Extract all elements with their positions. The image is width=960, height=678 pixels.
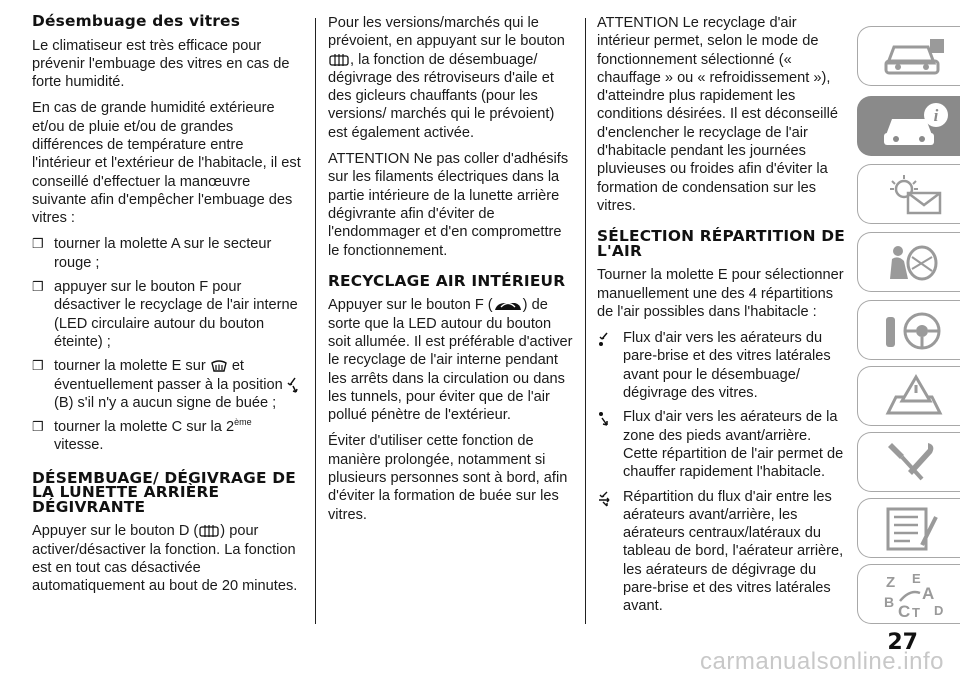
paragraph: Appuyer sur le bouton F ( ) de sorte que la LED autour du bouton soit allumée. Il est préférable d'activer le recyclage de l'air interne pendant les arrêts dans la circulation ou dans les tunnels, pour éviter que de l'air pollué pénètre de l'extérieur. (328, 297, 573, 424)
key-steering-icon (882, 307, 946, 355)
tab-dashboard[interactable] (857, 26, 960, 86)
paragraph: Tourner la molette E pour sélectionner manuellement une des 4 répartitions de l'air possibles dans l'habitacle : (597, 267, 844, 320)
airflow-windshield-feet-icon (287, 377, 299, 393)
paragraph: Le climatiseur est très efficace pour prévenir l'embuage des vitres en cas de forte humidité. (32, 37, 290, 91)
paragraph: ATTENTION Ne pas coller d'adhésifs sur les filaments électriques dans la partie intérieure de la lunette arrière dégivrante afin d'éviter de l'endommager et d'en compromettre le fonctionnement. (328, 151, 569, 259)
tab-safety[interactable] (857, 232, 960, 292)
column-2 (328, 14, 574, 532)
technical-list-icon (882, 505, 946, 553)
svg-text:E: E (912, 571, 921, 586)
heading-desembuage-lunette: DÉSEMBUAGE/ DÉGIVRAGE DE LA LUNETTE ARRIÈRE DÉGIVRANTE (32, 468, 296, 516)
list-item: Répartition du flux d'air entre les aérateurs avant/arrière, les aérateurs centraux/latéraux du tableau de bord, l'aérateur arrière, les aérateurs de dégivrage du pare-brise et des vitres latérales avant. (597, 488, 845, 616)
column-3 (597, 14, 845, 622)
tab-emergency[interactable] (857, 366, 960, 426)
checkbox-bullet-icon: ❒ (32, 279, 44, 295)
column-divider (315, 18, 316, 624)
list-item: Flux d'air vers les aérateurs de la zone des pieds avant/arrière. Cette répartition de l'air permet de chauffer rapidement l'habitacle. (597, 408, 845, 481)
rear-window-defrost-icon (328, 53, 350, 67)
paragraph: ATTENTION Le recyclage d'air intérieur permet, selon le mode de fonctionnement sélectionné (« chauffage » ou « refroidissement »), d'atteindre plus rapidement les conditions désirées. Il est déconseillé d'enclencher le recyclage de l'air d'habitacle pendant les journées pluvieuses ou froides afin d'éviter la formation de condensation sur les vitres. (597, 15, 838, 214)
car-dashboard-icon (882, 33, 946, 81)
rear-window-defrost-icon (198, 524, 220, 538)
list-item: ❒ tourner la molette C sur la 2ème vitesse. (32, 417, 252, 454)
air-recirculation-icon (493, 299, 523, 313)
checkbox-bullet-icon: ❒ (32, 358, 44, 374)
svg-text:C: C (898, 602, 911, 619)
checkbox-bullet-icon: ❒ (32, 419, 44, 435)
chapter-sidebar (857, 0, 960, 678)
column-divider (585, 18, 586, 624)
tab-technical-data[interactable] (857, 498, 960, 558)
airflow-all-vents-icon (597, 491, 613, 507)
list-item: Flux d'air vers les aérateurs du pare-brise et des vitres latérales avant pour le désembuage/ dégivrage des vitres. (597, 329, 845, 402)
svg-text:Z: Z (886, 574, 896, 591)
tab-starting-driving[interactable] (857, 300, 960, 360)
tab-index[interactable] (857, 564, 960, 624)
svg-text:D: D (934, 603, 944, 618)
list-item: ❒ appuyer sur le bouton F pour désactiver le recyclage de l'air interne (LED circulaire autour du bouton éteinte) ; (32, 279, 298, 350)
svg-text:A: A (922, 584, 935, 603)
svg-text:T: T (912, 605, 920, 619)
warning-light-icon (882, 171, 946, 219)
airflow-windshield-icon (597, 332, 611, 348)
tab-maintenance[interactable] (857, 432, 960, 492)
alphabet-index-icon (882, 571, 946, 619)
warning-triangle-icon (882, 373, 946, 421)
paragraph: Pour les versions/marchés qui le prévoient, en appuyant sur le bouton , la fonction de désembuage/ dégivrage des rétroviseurs d'aile et des gicleurs chauffants (pour les versions/ marchés qui le prévoient) est également activée. (328, 15, 565, 141)
tools-icon (882, 439, 946, 487)
paragraph: En cas de grande humidité extérieure et/ou de pluie et/ou de grandes différences de température entre l'intérieur et l'extérieur de l'habitacle, il est conseillé d'effectuer la manœuvre suivante afin d'empêcher l'embuage des vitres : (32, 100, 301, 227)
tab-warning-lights[interactable] (857, 164, 960, 224)
column-1 (32, 14, 302, 603)
windshield-defrost-icon (210, 359, 228, 373)
car-info-icon (882, 103, 952, 151)
heading-desembuage-vitres: Désembuage des vitres (32, 12, 241, 30)
list-item: ❒ tourner la molette E sur et éventuellement passer à la position (B) s'il n'y a aucun signe de buée ; (32, 357, 302, 412)
list-item: ❒ tourner la molette A sur le secteur rouge ; (32, 236, 272, 271)
svg-text:i: i (933, 106, 939, 125)
watermark: carmanualsonline.info (700, 648, 944, 675)
page-number: 27 (887, 630, 918, 655)
paragraph: Appuyer sur le bouton D ( ) pour activer/désactiver la fonction. La fonction est en tout cas désactivée automatiquement au bout de 20 minutes. (32, 523, 298, 595)
heading-recyclage-air: RECYCLAGE AIR INTÉRIEUR (328, 271, 566, 290)
svg-text:B: B (884, 594, 895, 610)
airflow-feet-icon (597, 411, 611, 427)
checkbox-bullet-icon: ❒ (32, 236, 44, 252)
tab-car-info[interactable] (857, 96, 960, 156)
paragraph: Éviter d'utiliser cette fonction de manière prolongée, notamment si plusieurs personnes sont à bord, afin d'éviter la formation de buée sur les vitres. (328, 433, 568, 523)
airbag-icon (882, 239, 946, 287)
heading-selection-repartition: SÉLECTION RÉPARTITION DE L'AIR (597, 227, 845, 260)
